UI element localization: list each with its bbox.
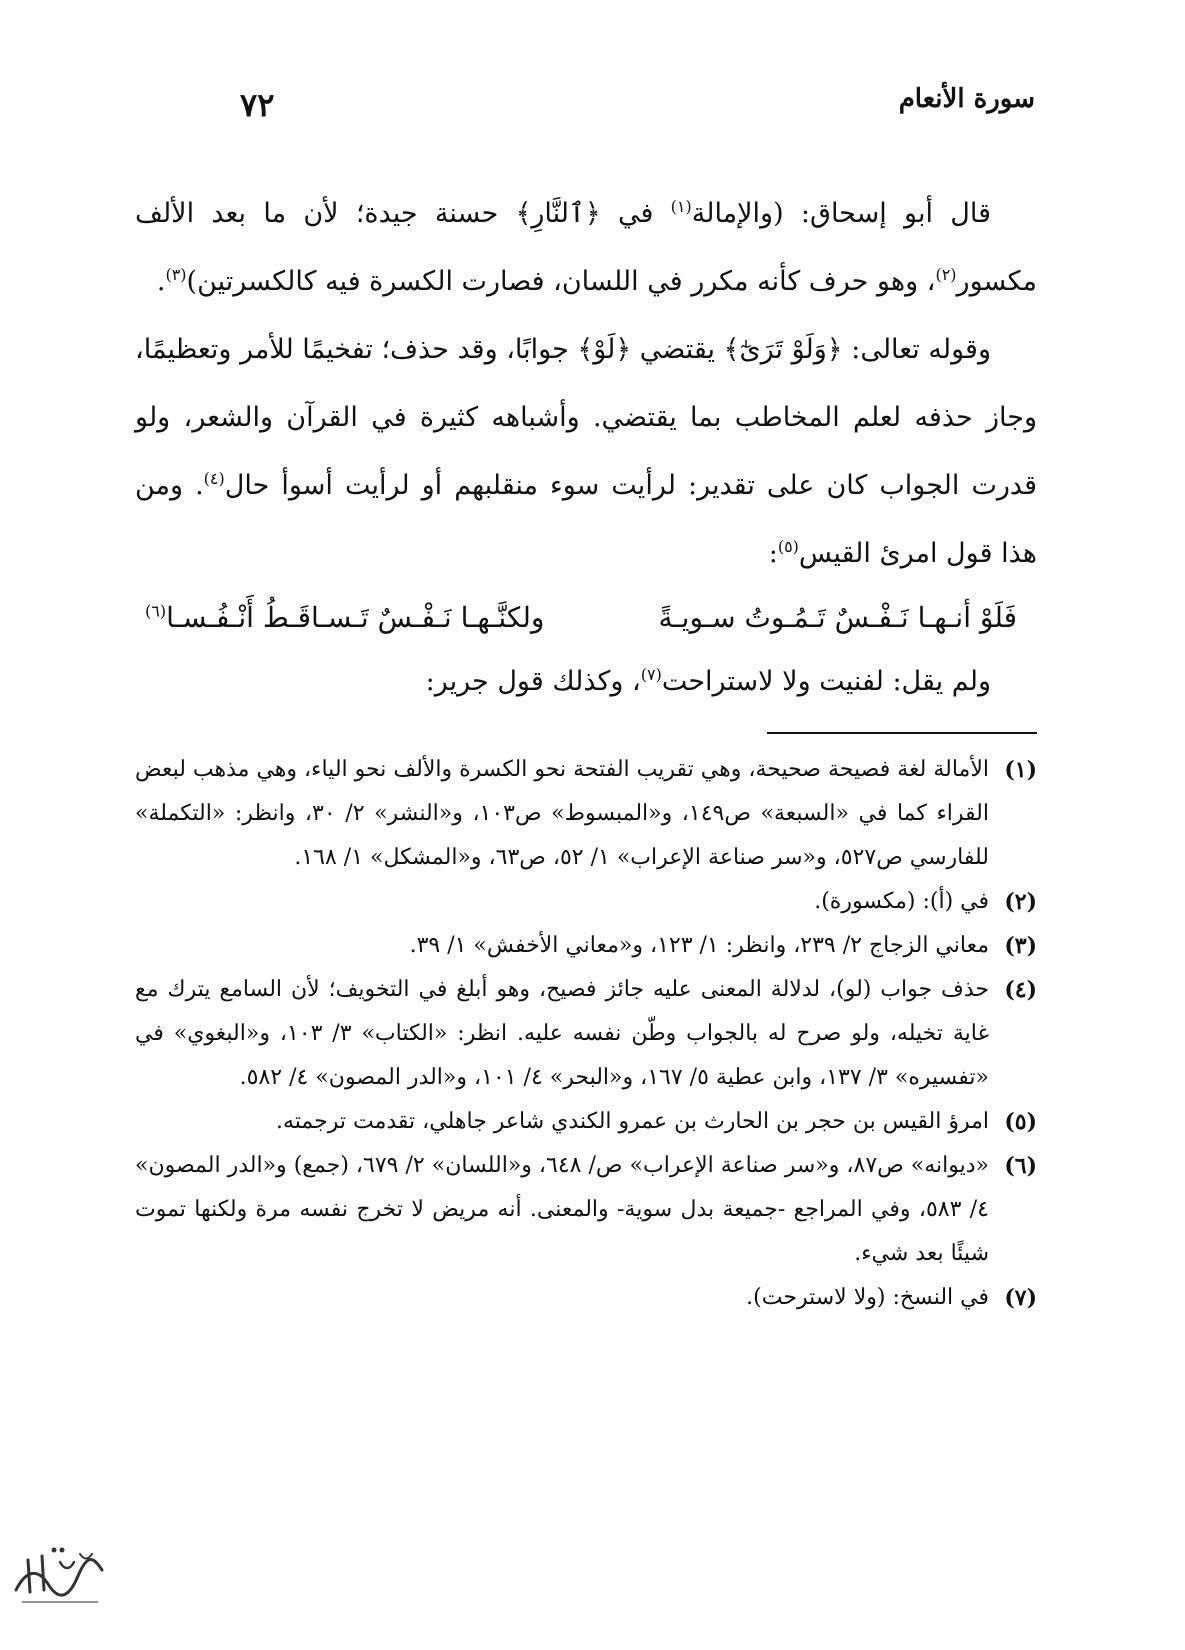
footnote-number: (١): [1004, 757, 1037, 783]
footnote-number: (٥): [1004, 1109, 1037, 1135]
footnote-ref-6: (٦): [145, 601, 167, 621]
footnote-item: [135, 924, 1037, 968]
verse-hemistich-2-wrap: [145, 588, 544, 648]
para1-text-a: قال أبو إسحاق: (والإمالة: [691, 198, 992, 229]
footnote-number: (٣): [1004, 933, 1037, 959]
para1-text-b: في: [600, 198, 671, 229]
footnote-number: (٧): [1004, 1285, 1037, 1311]
paragraph-2: [135, 316, 1037, 588]
footnote-item: [135, 1276, 1037, 1320]
quran-citation: ﴿لَوْ﴾: [577, 334, 632, 365]
footnote-text: حذف جواب (لو)، لدلالة المعنى عليه جائز فصيح، وهو أبلغ في التخويف؛ لأن السامع يترك مع غاية تخيله، ولو صرح له بالجواب وطّن نفسه عليه. انظر: «الكتاب» ٣/ ١٠٣، و«البغوي» في «تفسيره» ٣/ ١٣٧، وابن عطية ٥/ ١٦٧، و«البحر» ٤/ ١٠١، و«الدر المصون» ٤/ ٥٨٢.: [135, 977, 989, 1090]
main-text: [135, 180, 1037, 716]
paragraph-3: [135, 648, 1037, 716]
footnote-ref-3: (٣): [165, 265, 187, 284]
para1-text-d: ، وهو حرف كأنه مكرر في اللسان، فصارت الكسرة فيه كالكسرتين): [186, 266, 936, 297]
verse-hemistich-2: ولكنَّـهـا نَـفْـسٌ تَـسـاقَـطُ أَنْـفُـسـا: [166, 601, 545, 634]
para2-text-a: وقوله تعالى:: [842, 334, 992, 365]
footnote-number: (٤): [1004, 977, 1037, 1003]
para3-text-a: ولم يقل: لفنيت ولا لاستراحت: [661, 666, 991, 697]
footnote-text: «ديوانه» ص٨٧، و«سر صناعة الإعراب» ص/ ٦٤٨، و«اللسان» ٢/ ٦٧٩، (جمع) و«الدر المصون» ٤/ ٥٨٣، وفي المراجع -جميعة بدل سوية- والمعنى. أنه مريض لا تخرج نفسه مرة ولكنها تموت شيئًا بعد شيء.: [135, 1153, 990, 1266]
footnote-text: الأمالة لغة فصيحة صحيحة، وهي تقريب الفتحة نحو الكسرة والألف نحو الياء، وهي مذهب لبعض القراء كما في «السبعة» ص١٤٩، و«المبسوط» ص١٠٣، و«النشر» ٢/ ٣٠، وانظر: «التكملة» للفارسي ص٥٢٧، و«سر صناعة الإعراب» ١/ ٥٢، ص٦٣، و«المشكل» ١/ ١٦٨.: [135, 757, 989, 870]
footnote-item: [135, 1144, 1037, 1276]
page-number: ٧٢: [240, 86, 275, 124]
footnote-separator: [767, 732, 1037, 734]
footnote-ref-4: (٤): [203, 469, 225, 488]
footnote-ref-5: (٥): [777, 537, 799, 556]
calligraphy-logo-icon: [8, 1540, 108, 1610]
page-header: [150, 86, 1035, 136]
verse-hemistich-1: فَلَوْ أنـهـا نَـفْـسٌ تَـمُـوتُ سـويـةً: [658, 601, 1017, 634]
footnote-item: [135, 1100, 1037, 1144]
para1-text-e: .: [156, 266, 166, 297]
footnote-item: [135, 880, 1037, 924]
watermark-logo: [8, 1540, 108, 1610]
footnote-ref-2: (٢): [935, 265, 957, 284]
footnote-number: (٦): [1004, 1153, 1037, 1179]
footnote-ref-1: (١): [670, 197, 692, 216]
quran-citation: ﴿ٱلنَّارِ﴾: [515, 198, 601, 229]
para1-text-c: حسنة جيدة؛ لأن ما بعد الألف مكسور: [135, 198, 1037, 297]
footnote-text: في (أ): (مكسورة).: [814, 889, 989, 914]
para2-text-e: :: [768, 538, 778, 569]
footnote-item: [135, 748, 1037, 880]
para2-text-d: . ومن هذا قول امرئ القيس: [135, 470, 1037, 569]
footnote-number: (٢): [1004, 889, 1037, 915]
footnote-item: [135, 968, 1037, 1100]
footnote-text: معاني الزجاج ٢/ ٢٣٩، وانظر: ١/ ١٢٣، و«معاني الأخفش» ١/ ٣٩.: [409, 933, 989, 958]
footnote-text: امرؤ القيس بن حجر بن الحارث بن عمرو الكندي شاعر جاهلي، تقدمت ترجمته.: [275, 1109, 989, 1134]
footnote-text: في النسخ: (ولا لاسترحت).: [746, 1285, 989, 1310]
para2-text-b: يقتضي: [631, 334, 724, 365]
footnotes: [135, 748, 1037, 1320]
quran-citation: ﴿وَلَوْ تَرَىٰٓ﴾: [723, 334, 843, 365]
paragraph-1: [135, 180, 1037, 316]
footnote-ref-7: (٧): [640, 665, 662, 684]
poetry-verse: [135, 588, 1037, 648]
running-title: سورة الأنعام: [898, 84, 1035, 114]
para3-text-b: ، وكذلك قول جرير:: [425, 666, 641, 697]
para2-text-c: جوابًا، وقد حذف؛ تفخيمًا للأمر وتعظيمًا، وجاز حذفه لعلم المخاطب بما يقتضي. وأشباهه كثيرة في القرآن والشعر، ولو قدرت الجواب كان على تقدير: لرأيت سوء منقلبهم أو لرأيت أسوأ حال: [135, 334, 1037, 501]
